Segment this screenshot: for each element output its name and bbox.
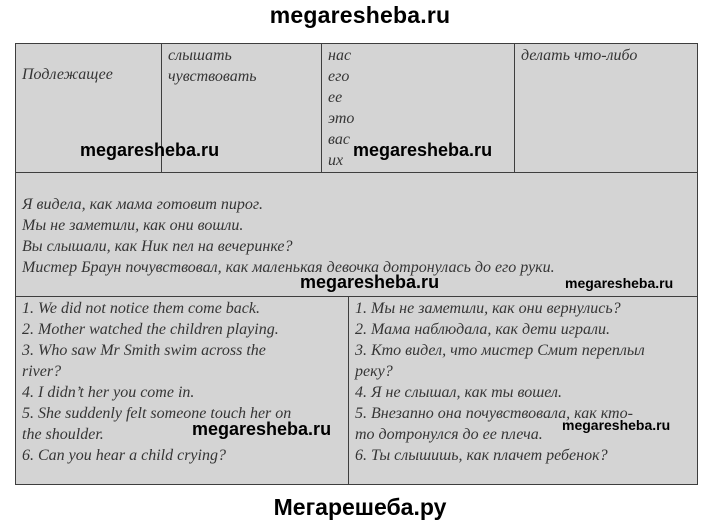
subject-label: Подлежащее [22,66,113,83]
russian-line: 2. Мама наблюдала, как дети играли. [355,321,610,338]
english-line: 3. Who saw Mr Smith swim across the [22,342,266,359]
pronoun-item: их [328,152,344,169]
verb-item: чувствовать [168,68,257,85]
english-line: 4. I didn’t her you come in. [22,384,195,401]
english-line: the shoulder. [22,426,104,443]
russian-line: 5. Внезапно она почувствовала, как кто- [355,405,633,422]
watermark-text: megaresheba.ru [565,275,674,291]
english-line: 6. Can you hear a child crying? [22,447,226,464]
pronoun-item: его [328,68,350,85]
site-title: megaresheba.ru [269,2,451,28]
cell-english-sentences [15,296,349,485]
russian-line: реку? [355,363,393,380]
example-sentence: Мы не заметили, как они вошли. [22,217,244,234]
site-footer: Мегарешеба.ру [273,494,447,520]
cell-action [514,43,698,173]
watermark-text: megaresheba.ru [300,272,440,292]
cell-russian-translations [348,296,698,485]
pronoun-item: это [328,110,355,127]
pronoun-item: нас [328,47,352,64]
russian-line: 4. Я не слышал, как ты вошел. [355,384,562,401]
english-line: 2. Mother watched the children playing. [22,321,279,338]
watermark-text: megaresheba.ru [192,419,332,439]
english-line: 1. We did not notice them come back. [22,300,261,317]
pronoun-item: вас [328,131,350,148]
russian-line: то дотронулся до ее плеча. [355,426,543,443]
example-sentence: Я видела, как мама готовит пирог. [22,196,263,213]
example-sentence: Вы слышали, как Ник пел на вечеринке? [22,238,293,255]
watermark-text: megaresheba.ru [353,140,493,160]
russian-line: 3. Кто видел, что мистер Смит переплыл [355,342,645,359]
pronoun-item: ее [328,89,343,106]
verb-item: слышать [168,47,232,64]
action-label: делать что-либо [521,47,638,64]
russian-line: 6. Ты слышишь, как плачет ребенок? [355,447,608,464]
watermark-text: megaresheba.ru [562,417,671,433]
russian-line: 1. Мы не заметили, как они вернулись? [355,300,621,317]
english-line: river? [22,363,62,380]
english-line: 5. She suddenly felt someone touch her on [22,405,292,422]
watermark-text: megaresheba.ru [80,140,220,160]
example-sentence: Мистер Браун почувствовал, как маленькая девочка дотронулась до его руки. [22,259,555,276]
